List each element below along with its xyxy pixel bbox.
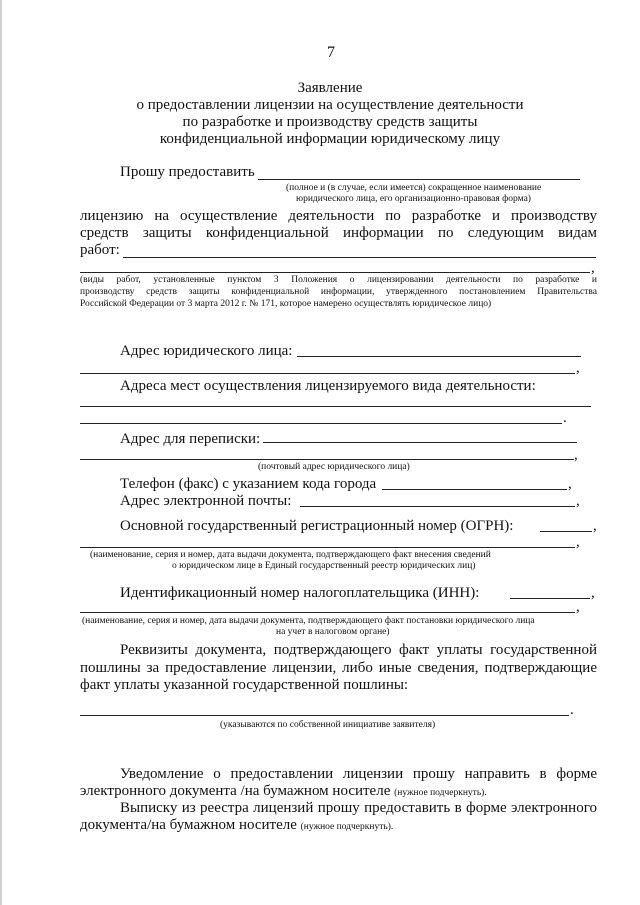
legal-address-line-2[interactable] bbox=[80, 373, 575, 374]
email-end-comma: , bbox=[576, 493, 580, 509]
extract-line-2-note: (нужное подчеркнуть). bbox=[300, 822, 394, 832]
email-label: Адрес электронной почты: bbox=[120, 493, 292, 509]
activity-addresses-label: Адреса мест осуществления лицензируемого вида деятельности: bbox=[120, 378, 536, 394]
works-end-comma: , bbox=[591, 260, 595, 276]
request-field-line[interactable] bbox=[258, 179, 580, 180]
notification-line-1: Уведомление о предоставлении лицензии прошу направить в форме bbox=[120, 766, 597, 782]
works-field-line-2[interactable] bbox=[80, 272, 590, 273]
phone-field-line[interactable] bbox=[382, 489, 567, 490]
inn-hint-2: на учет в налоговом органе) bbox=[276, 627, 390, 637]
works-note-1: (виды работ, установленные пунктом 3 Положения о лицензировании деятельности по разработке и bbox=[80, 275, 597, 285]
notification-line-2-main: электронного документа /на бумажном носителе bbox=[80, 783, 391, 799]
mail-address-hint: (почтовый адрес юридического лица) bbox=[258, 462, 410, 472]
works-note-3: Российской Федерации от 3 марта 2012 г. № 171, которое намерено осуществлять юридическое лицо) bbox=[80, 299, 492, 309]
ogrn-hint-1: (наименование, серия и номер, дата выдачи документа, подтверждающего факт внесения сведений bbox=[90, 550, 491, 560]
works-field-line-1[interactable] bbox=[123, 257, 596, 258]
notification-line-2 bbox=[80, 783, 487, 800]
title-line-1: Заявление bbox=[297, 80, 363, 96]
title-line-4: конфиденциальной информации юридическому лицу bbox=[159, 131, 501, 147]
ogrn-line2-comma: , bbox=[576, 534, 580, 550]
inn-label: Идентификационный номер налогоплательщика (ИНН): bbox=[120, 585, 480, 601]
mail-address-line-1[interactable] bbox=[263, 442, 577, 443]
inn-field-line-2[interactable] bbox=[80, 612, 575, 613]
inn-end-comma: , bbox=[591, 585, 595, 601]
works-note-2: производству средств защиты конфиденциальной информации, утвержденного постановлением Правительства bbox=[80, 287, 597, 297]
request-label: Прошу предоставить bbox=[120, 164, 255, 180]
title-line-3: по разработке и производству средств защиты bbox=[182, 114, 478, 130]
notification-line-2-note: (нужное подчеркнуть). bbox=[394, 788, 487, 798]
page-number: 7 bbox=[327, 44, 335, 61]
mail-address-end-comma: , bbox=[574, 447, 578, 463]
request-hint-2: юридического лица, его организационно-правовая форма) bbox=[296, 194, 531, 204]
title-line-2: о предоставлении лицензии на осуществление деятельности bbox=[136, 97, 524, 113]
fee-field-line[interactable] bbox=[80, 715, 569, 716]
activity-addresses-line-2[interactable] bbox=[80, 423, 562, 424]
fee-line-3: факт уплаты указанной государственной пошлины: bbox=[80, 677, 409, 693]
fee-line-2: пошлины за предоставление лицензии, либо иные сведения, подтверждающие bbox=[80, 660, 597, 676]
legal-address-label: Адрес юридического лица: bbox=[120, 343, 293, 359]
legal-address-line-1[interactable] bbox=[297, 356, 581, 357]
inn-hint-1: (наименование, серия и номер, дата выдачи документа, подтверждающего факт постановки юридического лица bbox=[82, 616, 535, 626]
mail-address-label: Адрес для переписки: bbox=[120, 431, 261, 447]
activity-addresses-end-period: . bbox=[563, 410, 567, 426]
fee-end-period: . bbox=[570, 702, 574, 718]
legal-address-end-comma: , bbox=[576, 360, 580, 376]
ogrn-hint-2: о юридическом лице в Единый государственный реестр юридических лиц) bbox=[172, 561, 476, 571]
ogrn-end-comma: , bbox=[593, 518, 597, 534]
mail-address-line-2[interactable] bbox=[80, 459, 574, 460]
phone-label: Телефон (факс) с указанием кода города bbox=[120, 476, 377, 492]
request-hint-1: (полное и (в случае, если имеется) сокращенное наименование bbox=[286, 183, 542, 193]
email-field-line[interactable] bbox=[300, 506, 575, 507]
extract-line-2-main: документа/на бумажном носителе bbox=[80, 817, 297, 833]
activity-addresses-line-1[interactable] bbox=[80, 406, 591, 407]
fee-hint: (указываются по собственной инициативе заявителя) bbox=[220, 720, 436, 730]
phone-end-comma: , bbox=[568, 476, 572, 492]
extract-line-2 bbox=[80, 817, 393, 834]
ogrn-field-line-1[interactable] bbox=[540, 531, 592, 532]
ogrn-field-line-2[interactable] bbox=[80, 547, 575, 548]
fee-line-1: Реквизиты документа, подтверждающего факт уплаты государственной bbox=[120, 642, 597, 658]
license-line-1: лицензию на осуществление деятельности по разработке и производству bbox=[80, 208, 597, 224]
license-line-2: средств защиты конфиденциальной информации по следующим видам bbox=[80, 225, 597, 241]
inn-line2-comma: , bbox=[576, 599, 580, 615]
license-line-3: работ: bbox=[80, 242, 120, 258]
ogrn-label: Основной государственный регистрационный номер (ОГРН): bbox=[120, 518, 514, 534]
extract-line-1: Выписку из реестра лицензий прошу предоставить в форме электронного bbox=[120, 800, 597, 816]
